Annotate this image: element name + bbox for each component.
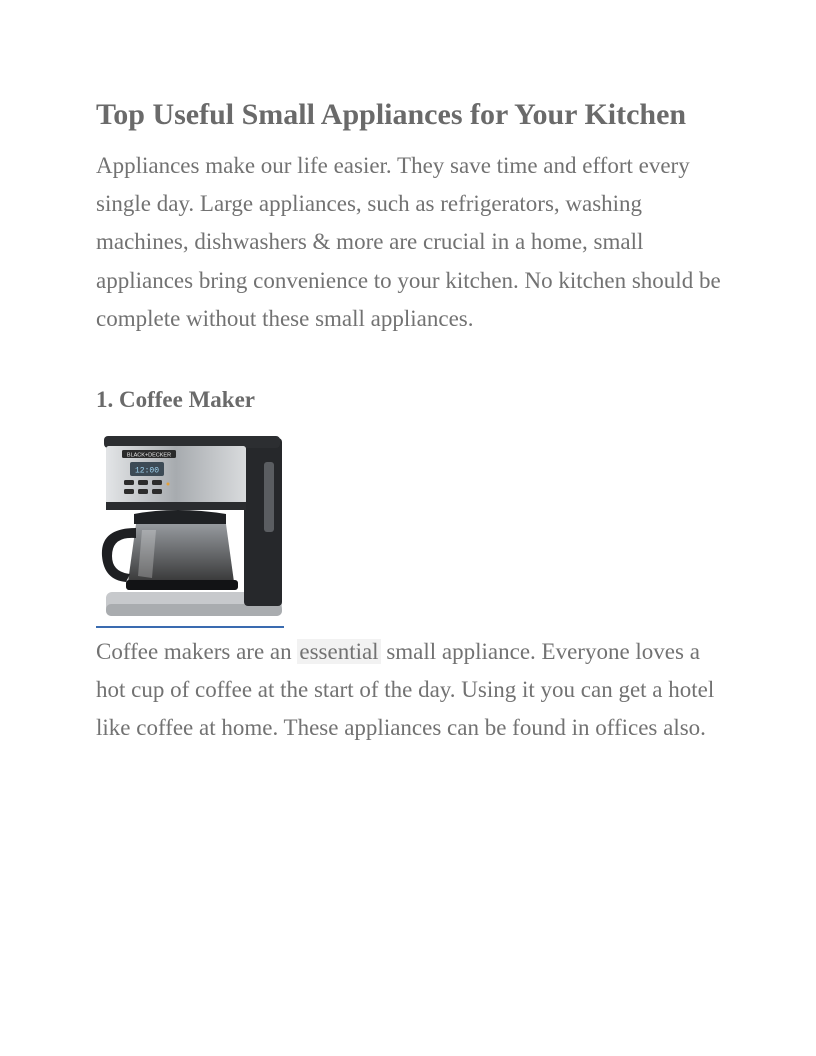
intro-paragraph: Appliances make our life easier. They save time and effort every single day. Large appliances, such as refrigerators, washing machines, dishwashers & more are crucial in a home, small appliances bring convenience to your kitchen. No kitchen should be complete without these small appliances. [96,153,721,331]
section-heading-coffee-maker: 1. Coffee Maker [96,387,256,412]
coffee-maker-description [96,633,726,748]
body-text-start: Coffee makers are an [96,639,298,664]
display-readout: 12:00 [134,466,160,476]
body-text-end: small appliance. Everyone loves a hot cup of coffee at the start of the day. Using it you can get a hotel like coffee at home. These appliances can be found in offices also. [96,639,715,741]
coffee-maker-image-link[interactable] [96,432,284,628]
page-title: Top Useful Small Appliances for Your Kitchen [96,98,687,131]
brand-label: BLACK+DECKER [126,452,172,459]
coffee-maker-image [96,432,284,624]
highlighted-word: essential [299,639,379,664]
